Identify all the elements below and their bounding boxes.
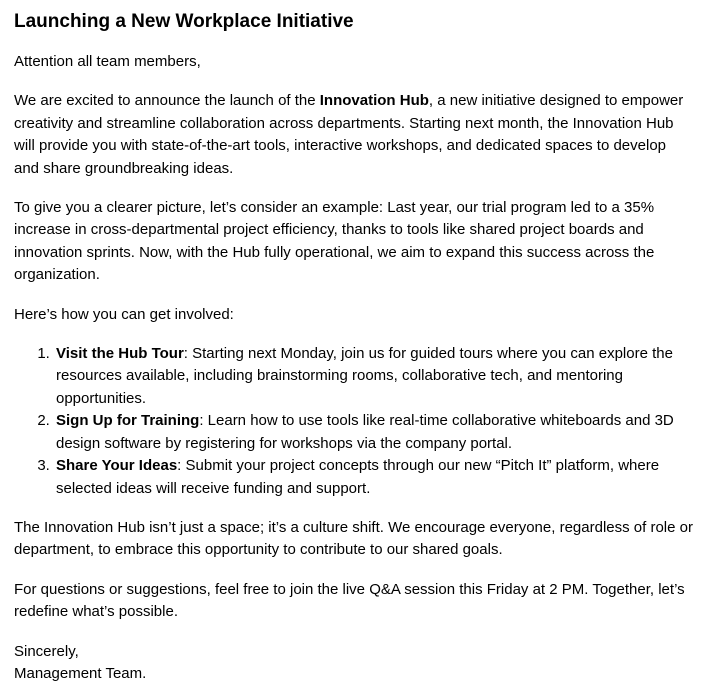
involvement-list [14, 343, 694, 500]
intro-paragraph: We are excited to announce the launch of the Innovation Hub, a new initiative designed to empower creativity and streamline collaboration across departments. Starting next month, the Innovation Hub will provide you with state-of-the-art tools, interactive workshops, and dedicated spaces to develop and share groundbreaking ideas. [14, 92, 684, 177]
example-paragraph: To give you a clearer picture, let’s consider an example: Last year, our trial program led to a 35% increase in cross-departmental project efficiency, thanks to tools like shared project boards and innovation sprints. Now, with the Hub fully operational, we aim to expand this success across the organization. [14, 199, 655, 284]
qa-paragraph: For questions or suggestions, feel free to join the live Q&A session this Friday at 2 PM. Together, let’s redefine what’s possible. [14, 580, 685, 621]
signature: Sincerely, Management Team. [14, 642, 147, 682]
list-item: 3. Share Your Ideas: Submit your project concepts through our new “Pitch It” platform, where selected ideas will receive funding and support. [54, 455, 694, 500]
greeting: Attention all team members, [14, 53, 201, 70]
page-title: Launching a New Workplace Initiative [14, 11, 354, 32]
bold-text: Sign Up for Training [56, 412, 200, 430]
bold-text: Visit the Hub Tour [56, 345, 184, 363]
document-content [14, 51, 694, 685]
bold-text: Innovation Hub [319, 92, 429, 110]
list-item: 1. Visit the Hub Tour: Starting next Monday, join us for guided tours where you can explore the resources available, including brainstorming rooms, collaborative tech, and mentoring opportunities. [54, 343, 694, 410]
culture-paragraph: The Innovation Hub isn’t just a space; it’s a culture shift. We encourage everyone, regardless of role or department, to embrace this opportunity to contribute to our shared goals. [14, 518, 693, 559]
bold-text: Share Your Ideas [56, 457, 178, 475]
involvement-intro: Here’s how you can get involved: [14, 305, 234, 323]
list-item: 2. Sign Up for Training: Learn how to use tools like real-time collaborative whiteboards and 3D design software by registering for workshops via the company portal. [54, 410, 694, 455]
